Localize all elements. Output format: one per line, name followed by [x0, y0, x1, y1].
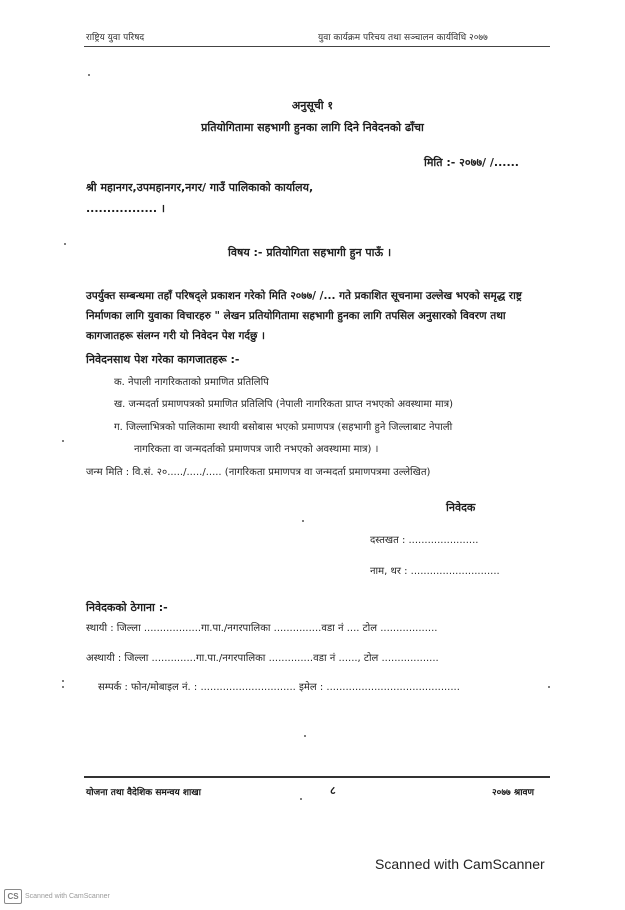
contact-line: सम्पर्क : फोन/मोबाइल नं. : .............................. इमेल : ..........................................: [98, 682, 460, 693]
footer-right-text: २०७७ श्रावण: [492, 788, 535, 798]
header-left-text: राष्ट्रिय युवा परिषद: [86, 33, 145, 43]
header-right-text: युवा कार्यक्रम परिचय तथा सञ्चालन कार्यविधि २०७७: [318, 33, 488, 43]
addressee-line-2: ................. ।: [86, 202, 166, 215]
date-line: मिति :- २०७७/ /......: [424, 156, 519, 169]
temporary-address-line: अस्थायी : जिल्ला ..............गा.पा./नगरपालिका ..............वडा नं ......, टोल ..................: [86, 653, 439, 664]
scan-speck: [62, 680, 64, 682]
address-heading: निवेदकको ठेगाना :-: [86, 601, 168, 614]
scan-speck: [302, 520, 304, 522]
header-divider: [84, 46, 550, 47]
permanent-address-line: स्थायी : जिल्ला ..................गा.पा./नगरपालिका ...............वडा नं .... टोल ..................: [86, 623, 438, 634]
attachment-item: क. नेपाली नागरिकताको प्रमाणित प्रतिलिपि: [114, 377, 269, 388]
subject-line: विषय :- प्रतियोगिता सहभागी हुन पाऊँ ।: [228, 246, 392, 259]
scan-speck: [64, 243, 66, 245]
footer-divider: [84, 776, 550, 778]
attachment-item: ग. जिल्लाभित्रको पालिकामा स्थायी बसोबास भएको प्रमाणपत्र (सहभागी हुने जिल्लाबाट नेपाली: [114, 422, 453, 433]
attachment-item: ख. जन्मदर्ता प्रमाणपत्रको प्रमाणित प्रतिलिपि (नेपाली नागरिकता प्राप्त नभएको अवस्थामा मात्र): [114, 399, 454, 410]
signature-line: दस्तखत : ......................: [370, 535, 479, 546]
scan-speck: [62, 440, 64, 442]
footer-left-text: योजना तथा वैदेशिक समन्वय शाखा: [86, 788, 201, 798]
attachments-heading: निवेदनसाथ पेश गरेका कागजातहरू :-: [86, 353, 240, 366]
body-paragraph: उपर्युक्त सम्बन्धमा तहाँ परिषद्ले प्रकाशन गरेको मिति २०७७/ /... गते प्रकाशित सूचनामा उल्लेख भएको समृद्ध राष्ट्र निर्माणका लागि युवाका विचारहरु " लेखन प्रतियोगितामा सहभागी हुनका लागि तपसिल अनुसारको विवरण तथा कागजातहरू संलग्न गरी यो निवेदन पेश गर्दछु ।: [86, 290, 522, 342]
scan-speck: [548, 686, 550, 688]
attachment-item-continued: नागरिकता वा जन्मदर्ताको प्रमाणपत्र जारी नभएको अवस्थामा मात्र) ।: [134, 444, 379, 455]
annex-label: अनुसूची १: [291, 99, 334, 112]
page-number: ८: [330, 784, 336, 797]
camscanner-logo-icon: CS: [4, 889, 22, 904]
name-line: नाम, थर : ............................: [370, 566, 500, 577]
scan-speck: [300, 798, 302, 800]
addressee-line-1: श्री महानगर,उपमहानगर,नगर/ गाउँ पालिकाको कार्यालय,: [86, 181, 314, 194]
date-of-birth-line: जन्म मिति : वि.सं. २०...../...../..... (नागरिकता प्रमाणपत्र वा जन्मदर्ता प्रमाणपत्रमा उल्लेखित): [86, 467, 431, 478]
applicant-heading: निवेदक: [446, 501, 476, 514]
scanner-small-text: Scanned with CamScanner: [25, 893, 110, 900]
scanner-watermark: Scanned with CamScanner: [375, 856, 545, 872]
form-title: प्रतियोगितामा सहभागी हुनका लागि दिने निवेदनको ढाँचा: [201, 121, 424, 134]
scan-speck: [62, 686, 64, 688]
scan-speck: [88, 74, 90, 76]
scan-speck: [304, 735, 306, 737]
